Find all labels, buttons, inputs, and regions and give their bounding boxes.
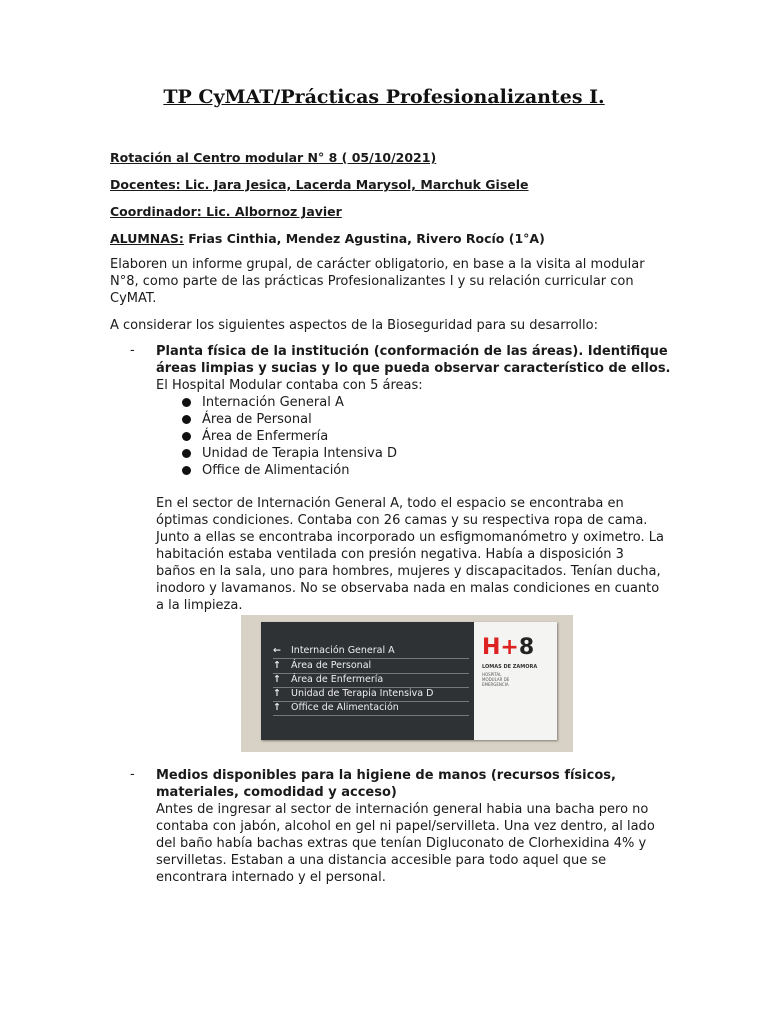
arrow-up-icon: ↑ <box>273 702 281 713</box>
sign-row-label: Área de Personal <box>291 660 372 671</box>
intro-paragraph: Elaboren un informe grupal, de carácter obligatorio, en base a la visita al modular N°8, como parte de las prácticas Profesionalizantes I y su relación curricular con CyMAT. <box>110 257 645 306</box>
sign-logo-panel <box>474 622 557 740</box>
arrow-up-icon: ↑ <box>273 688 281 699</box>
list-item <box>182 428 676 445</box>
area-label: Internación General A <box>202 395 344 410</box>
section2-question: Medios disponibles para la higiene de manos (recursos físicos, materiales, comodidad y acceso) <box>156 768 616 800</box>
bullet-icon <box>182 466 191 475</box>
sign-row-label: Área de Enfermería <box>291 674 384 685</box>
directional-sign <box>261 622 557 740</box>
bullet-icon <box>182 432 191 441</box>
section2-dash: - <box>130 767 135 782</box>
sign-row-label: Unidad de Terapia Intensiva D <box>291 688 434 699</box>
alumnas-label: ALUMNAS: <box>110 231 184 246</box>
area-label: Unidad de Terapia Intensiva D <box>202 446 397 461</box>
areas-list <box>156 394 676 479</box>
section1-question: Planta física de la institución (conformación de las áreas). Identifique áreas limpias y sucias y lo que pueda observar característico de ellos. <box>156 344 671 376</box>
rotation-line: Rotación al Centro modular N° 8 ( 05/10/2021) <box>110 150 437 165</box>
sign-row-label: Internación General A <box>291 645 395 656</box>
docentes-line: Docentes: Lic. Jara Jesica, Lacerda Marysol, Marchuk Gisele <box>110 177 529 192</box>
section2-paragraph: Antes de ingresar al sector de internación general habia una bacha pero no contaba con jabón, alcohol en gel ni papel/servilleta. Una vez dentro, al lado del baño había bachas extras que tenían Digluconato de Clorhexidina 4% y servilletas. Estaban a una distancia accesible para todo aquel que se encontrara internado y el personal. <box>156 802 655 885</box>
arrow-up-icon: ↑ <box>273 674 281 685</box>
list-item <box>182 411 676 428</box>
list-item <box>182 394 676 411</box>
intro-instruction: A considerar los siguientes aspectos de la Bioseguridad para su desarrollo: <box>110 318 598 333</box>
sign-row-label: Office de Alimentación <box>291 702 399 713</box>
sign-row <box>273 659 469 674</box>
sign-row <box>273 644 469 659</box>
arrow-up-icon: ↑ <box>273 660 281 671</box>
arrow-left-icon: ← <box>273 645 281 656</box>
alumnas-line <box>110 231 545 246</box>
logo-small-text: HOSPITAL MODULAR DE EMERGENCIA <box>482 672 510 687</box>
coordinador-line: Coordinador: Lic. Albornoz Javier <box>110 204 342 219</box>
sign-row <box>273 701 469 716</box>
sign-row <box>273 687 469 702</box>
section2-block <box>156 767 676 886</box>
alumnas-names: Frias Cinthia, Mendez Agustina, Rivero Rocío (1°A) <box>183 231 545 246</box>
section1-lead: El Hospital Modular contaba con 5 áreas: <box>156 378 423 393</box>
section1-block <box>156 343 676 479</box>
section1-paragraph: En el sector de Internación General A, todo el espacio se encontraba en óptimas condiciones. Contaba con 26 camas y su respectiva ropa de cama. Junto a ellas se encontraba incorporado un esfigmomanómetro y oximetro. La habitación estaba ventilada con presión negativa. Había a disposición 3 baños en la sala, uno para hombres, mujeres y discapacitados. Tenían ducha, inodoro y lavamanos. No se observaba nada en malas condiciones en cuanto a la limpieza. <box>156 496 664 613</box>
hospital-sign-photo <box>241 615 573 752</box>
bullet-icon <box>182 449 191 458</box>
list-item <box>182 462 676 479</box>
logo-subtitle: LOMAS DE ZAMORA <box>482 664 538 670</box>
bullet-icon <box>182 398 191 407</box>
area-label: Área de Personal <box>202 412 312 427</box>
area-label: Área de Enfermería <box>202 429 329 444</box>
h8-logo: H+8 <box>482 635 535 660</box>
list-item <box>182 445 676 462</box>
area-label: Office de Alimentación <box>202 463 350 478</box>
document-title: TP CyMAT/Prácticas Profesionalizantes I. <box>163 86 605 108</box>
sign-row <box>273 673 469 688</box>
bullet-icon <box>182 415 191 424</box>
section1-dash: - <box>130 343 135 358</box>
